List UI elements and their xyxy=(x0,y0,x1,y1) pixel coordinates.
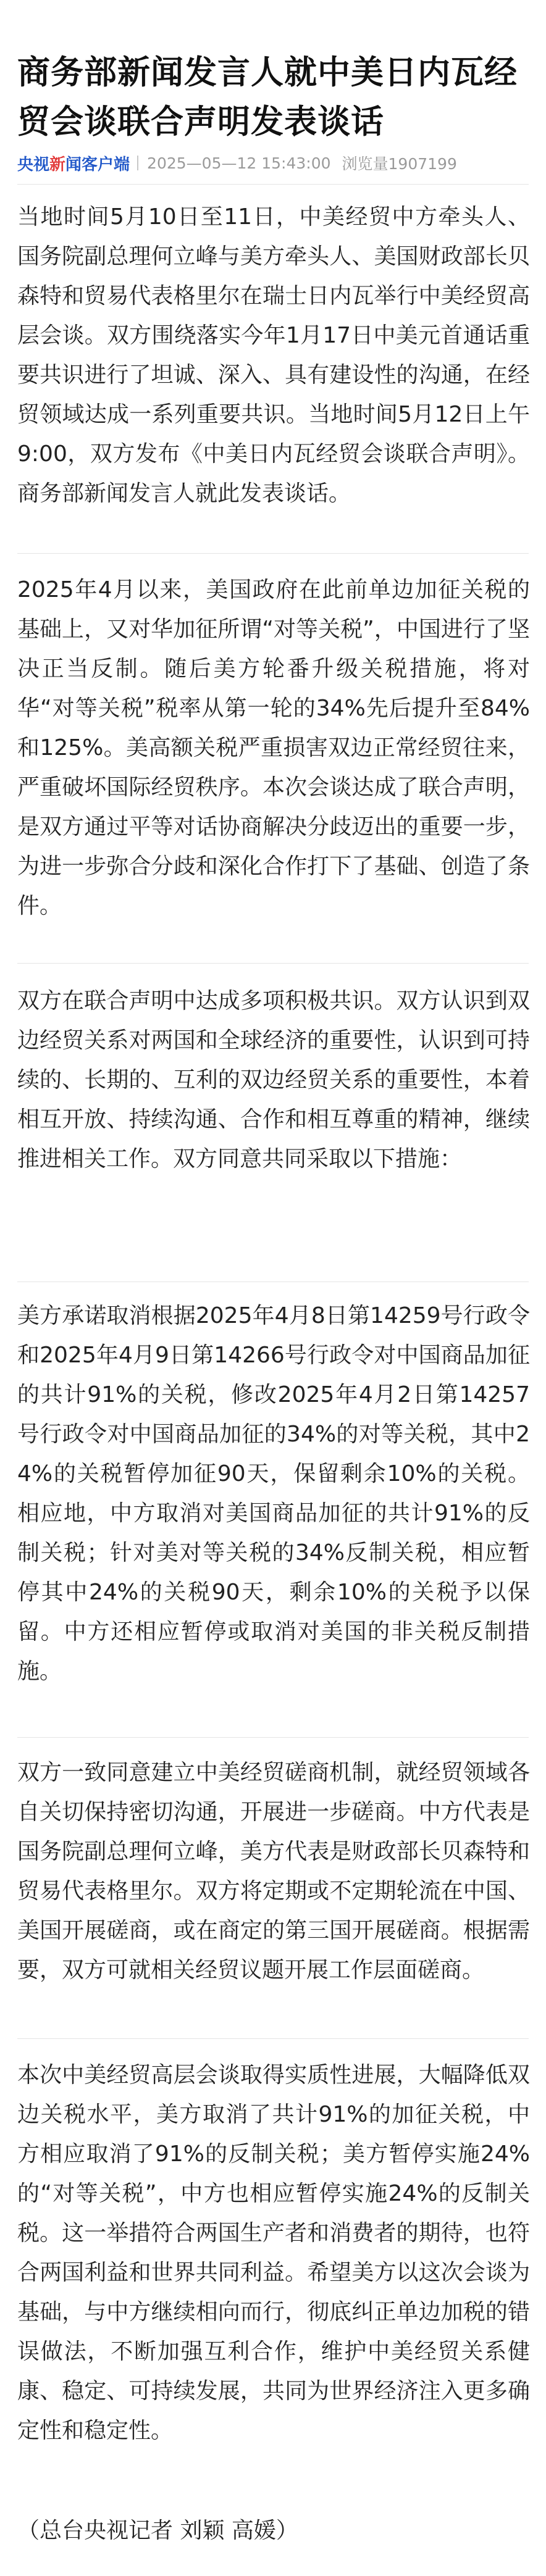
meta-divider xyxy=(137,156,138,170)
paragraph-6: 本次中美经贸高层会谈取得实质性进展，大幅降低双边关税水平，美方取消了共计91%的加征关税，中方相应取消了91%的反制关税；美方暂停实施24%的“对等关税”，中方也相应暂停实施24%的反制关税。这一举措符合两国生产者和消费者的期待，也符合两国利益和世界共同利益。希望美方以这次会谈为基础，与中方继续相向而行，彻底纠正单边加税的错误做法，不断加强互利合作，维护中美经贸关系健康、稳定、可持续发展，共同为世界经济注入更多确定性和稳定性。 xyxy=(17,2062,530,2443)
source-name-part2: 新 xyxy=(49,155,66,174)
source-name-part3: 闻客户端 xyxy=(65,155,130,174)
paragraph-5: 双方一致同意建立中美经贸磋商机制，就经贸领域各自关切保持密切沟通，开展进一步磋商。中方代表是国务院副总理何立峰，美方代表是财政部长贝森特和贸易代表格里尔。双方将定期或不定期轮流在中国、美国开展磋商，或在商定的第三国开展磋商。根据需要，双方可就相关经贸议题开展工作层面磋商。 xyxy=(17,1760,530,1983)
paragraph-3: 双方在联合声明中达成多项积极共识。双方认识到双边经贸关系对两国和全球经济的重要性，认识到可持续的、长期的、互利的双边经贸关系的重要性，本着相互开放、持续沟通、合作和相互尊重的精神，继续推进相关工作。双方同意共同采取以下措施： xyxy=(17,988,530,1172)
paragraph-divider xyxy=(17,2038,529,2039)
source-logo[interactable] xyxy=(17,152,130,175)
paragraph-1: 当地时间5月10日至11日，中美经贸中方牵头人、国务院副总理何立峰与美方牵头人、美国财政部长贝森特和贸易代表格里尔在瑞士日内瓦举行中美经贸高层会谈。双方围绕落实今年1月17日中美元首通话重要共识进行了坦诚、深入、具有建设性的沟通，在经贸领域达成一系列重要共识。当地时间5月12日上午9:00，双方发布《中美日内瓦经贸会谈联合声明》。商务部新闻发言人就此发表谈话。 xyxy=(17,204,530,506)
paragraph-divider xyxy=(17,553,529,554)
article-title: 商务部新闻发言人就中美日内瓦经贸会谈联合声明发表谈话 xyxy=(17,53,518,141)
article-byline: （总台央视记者 刘颖 高媛） xyxy=(17,2518,298,2543)
source-name-part1: 央视 xyxy=(17,155,50,174)
header-divider xyxy=(17,184,529,185)
view-count: 浏览量1907199 xyxy=(342,155,457,173)
paragraph-divider xyxy=(17,963,529,964)
publish-date: 2025—05—12 15:43:00 xyxy=(147,154,331,172)
paragraph-2: 2025年4月以来，美国政府在此前单边加征关税的基础上，又对华加征所谓“对等关税”，中国进行了坚决正当反制。随后美方轮番升级关税措施，将对华“对等关税”税率从第一轮的34%先后提升至84%和125%。美高额关税严重损害双边正常经贸往来，严重破坏国际经贸秩序。本次会谈达成了联合声明，是双方通过平等对话协商解决分歧迈出的重要一步，为进一步弥合分歧和深化合作打下了基础、创造了条件。 xyxy=(17,577,530,919)
article-meta xyxy=(17,151,457,175)
paragraph-divider xyxy=(17,1737,529,1738)
paragraph-4: 美方承诺取消根据2025年4月8日第14259号行政令和2025年4月9日第14266号行政令对中国商品加征的共计91%的关税，修改2025年4月2日第14257号行政令对中国商品加征的34%的对等关税，其中24%的关税暂停加征90天，保留剩余10%的关税。相应地，中方取消对美国商品加征的共计91%的反制关税；针对美对等关税的34%反制关税，相应暂停其中24%的关税90天，剩余10%的关税予以保留。中方还相应暂停或取消对美国的非关税反制措施。 xyxy=(17,1303,530,1684)
